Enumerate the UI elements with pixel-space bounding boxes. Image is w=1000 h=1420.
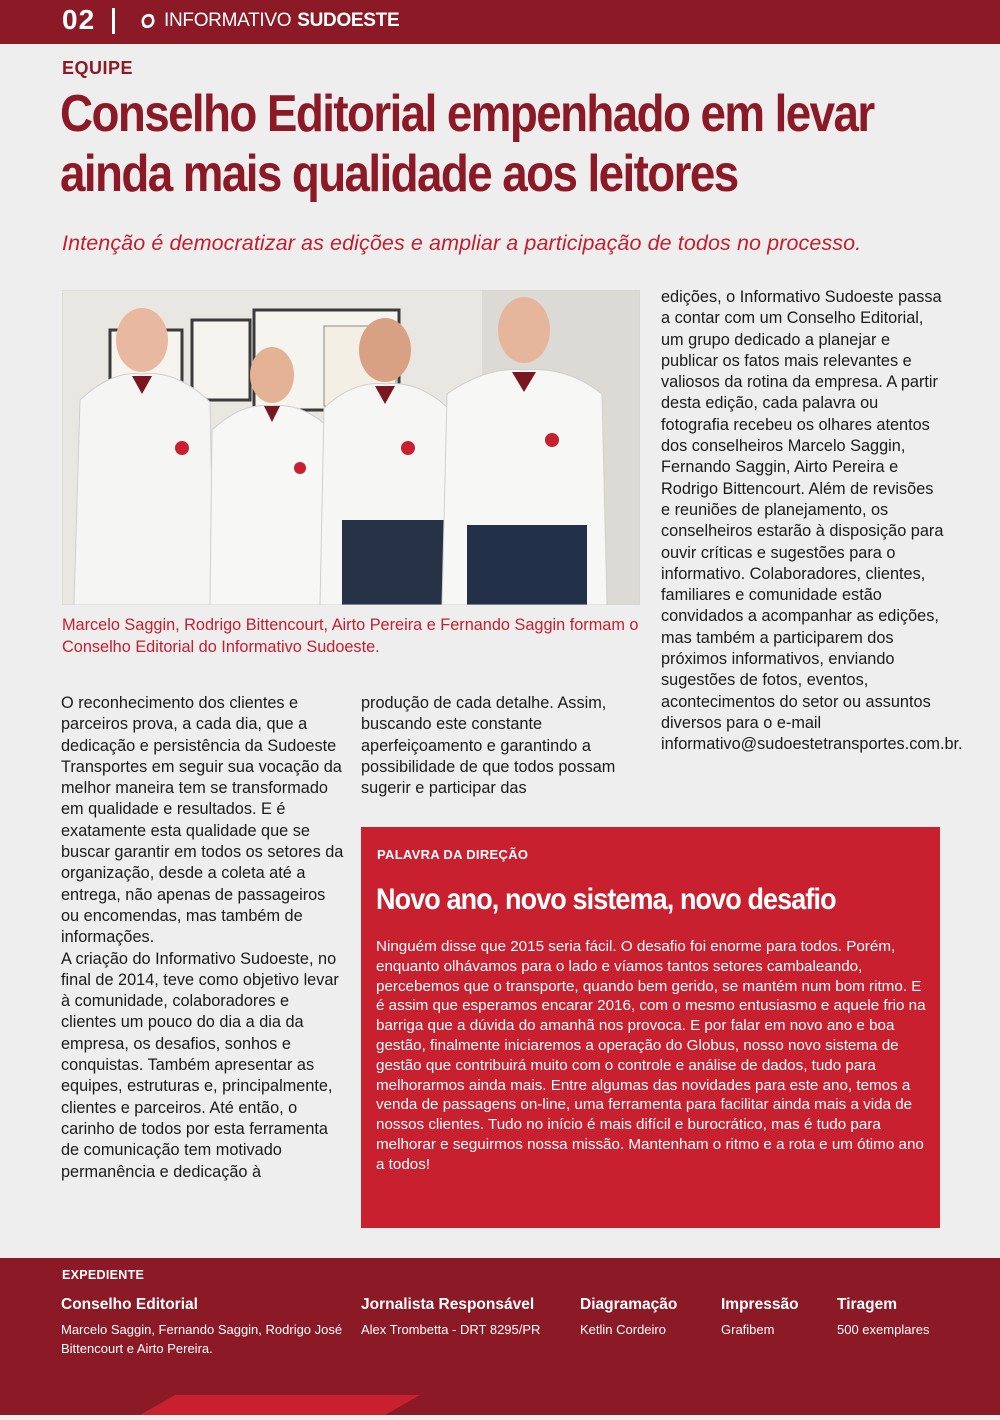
header-divider — [112, 8, 115, 34]
footer-diagramacao — [580, 1296, 715, 1339]
direction-box-body: Ninguém disse que 2015 seria fácil. O desafio foi enorme para todos. Porém, enquanto olhávamos para o lado e víamos tantos setores cambaleando, percebemos que o transporte, quando bem gerido, se mantém num bom ritmo. E é assim que esperamos encarar 2016, com o mesmo entusiasmo e aquele frio na barriga que a dúvida do amanhã nos provoca. E por falar em novo ano e boa gestão, finalmente iniciaremos a operação do Globus, nosso novo sistema de gestão que contribuirá muito com o controle e análise de dados, tudo para melhorarmos ainda mais. Entre algumas das novidades para este ano, temos a venda de passagens on-line, uma ferramenta para facilitar ainda mais a vida de nossos clientes. Tudo no início é mais difícil e burocrático, mas é tudo para melhorar e seguirmos nossa missão. Mantenham o ritmo e a rota e um ótimo ano a todos! — [376, 938, 926, 1173]
sudoeste-logo-icon — [138, 11, 158, 31]
footer-jornalista-name: Alex Trombetta - DRT 8295/PR — [361, 1322, 541, 1337]
brand-bold: SUDOESTE — [297, 10, 400, 31]
footer-diagramacao-name: Ketlin Cordeiro — [580, 1322, 666, 1337]
article-paragraph: O reconhecimento dos clientes e parceiros prova, a cada dia, que a dedicação e persistência da Sudoeste Transportes em seguir sua vocação da melhor maneira tem se transformado em qualidade e resultados. E é exatamente esta qualidade que se buscar garantir em todos os setores da organização, desde a coleta até a entrega, não apenas de passageiros ou encomendas, mas também de informações. — [61, 694, 344, 947]
article-title: Conselho Editorial empenhado em levar ainda mais qualidade aos leitores — [60, 85, 874, 203]
team-photo — [62, 290, 640, 605]
direction-box-label: PALAVRA DA DIREÇÃO — [377, 847, 529, 862]
footer-impressao — [721, 1296, 831, 1339]
section-label: EQUIPE — [62, 58, 134, 78]
footer-diagramacao-title: Diagramação — [580, 1296, 678, 1313]
article-paragraph: produção de cada detalhe. Assim, buscando este constante aperfeiçoamento e garantindo a possibilidade de que todos possam sugerir e participar das — [361, 694, 616, 798]
article-column-3 — [661, 287, 963, 756]
article-paragraph: edições, o Informativo Sudoeste passa a contar com um Conselho Editorial, um grupo dedicado a planejar e publicar os fatos mais relevantes e valiosos da rotina da empresa. A partir desta edição, cada palavra ou fotografia recebeu os olhares atentos dos conselheiros Marcelo Saggin, Fernando Saggin, Airto Pereira e Rodrigo Bittencourt. Além de revisões e reuniões de planejamento, os conselheiros estarão à disposição para ouvir críticas e sugestões para o informativo. Colaboradores, clientes, familiares e comunidade estão convidados a acompanhar as edições, mas também a participarem dos próximos informativos, enviando sugestões de fotos, eventos, acontecimentos do setor ou assuntos diversos para o e-mail informativo@sudoestetransportes.com.br. — [661, 288, 963, 754]
footer-conselho-names: Marcelo Saggin, Fernando Saggin, Rodrigo José Bittencourt e Airto Pereira. — [61, 1322, 343, 1356]
footer-tiragem-title: Tiragem — [837, 1296, 898, 1313]
brand — [138, 10, 399, 32]
article-paragraph: A criação do Informativo Sudoeste, no final de 2014, teve como objetivo levar à comunidade, colaboradores e clientes um pouco do dia a dia da empresa, os desafios, sonhos e conquistas. Também apresentar as equipes, estruturas e, principalmente, clientes e parceiros. Até então, o carinho de todos por esta ferramenta de comunicação tem motivado permanência e dedicação à — [61, 949, 339, 1181]
article-column-2 — [361, 693, 636, 799]
expediente-label: EXPEDIENTE — [62, 1268, 145, 1282]
brand-light: INFORMATIVO — [164, 10, 292, 31]
direction-box-title: Novo ano, novo sistema, novo desafio — [376, 883, 836, 916]
header-bar — [0, 0, 1000, 44]
footer-conselho-title: Conselho Editorial — [61, 1296, 198, 1313]
article-column-1 — [61, 693, 346, 1183]
footer-jornalista-title: Jornalista Responsável — [361, 1296, 535, 1313]
article-deck: Intenção é democratizar as edições e ampliar a participação de todos no processo. — [62, 231, 862, 255]
footer-impressao-name: Grafibem — [721, 1322, 775, 1337]
footer-tiragem-value: 500 exemplares — [837, 1322, 930, 1337]
page-number: 02 — [62, 4, 96, 35]
footer-conselho — [61, 1296, 351, 1358]
direction-box — [361, 827, 940, 1228]
expediente-footer — [0, 1258, 1000, 1395]
footer-jornalista — [361, 1296, 571, 1339]
photo-caption: Marcelo Saggin, Rodrigo Bittencourt, Airto Pereira e Fernando Saggin formam o Conselho Editorial do Informativo Sudoeste. — [62, 616, 639, 656]
bottom-stripe — [0, 1395, 1000, 1415]
footer-impressao-title: Impressão — [721, 1296, 799, 1313]
footer-tiragem — [837, 1296, 967, 1339]
